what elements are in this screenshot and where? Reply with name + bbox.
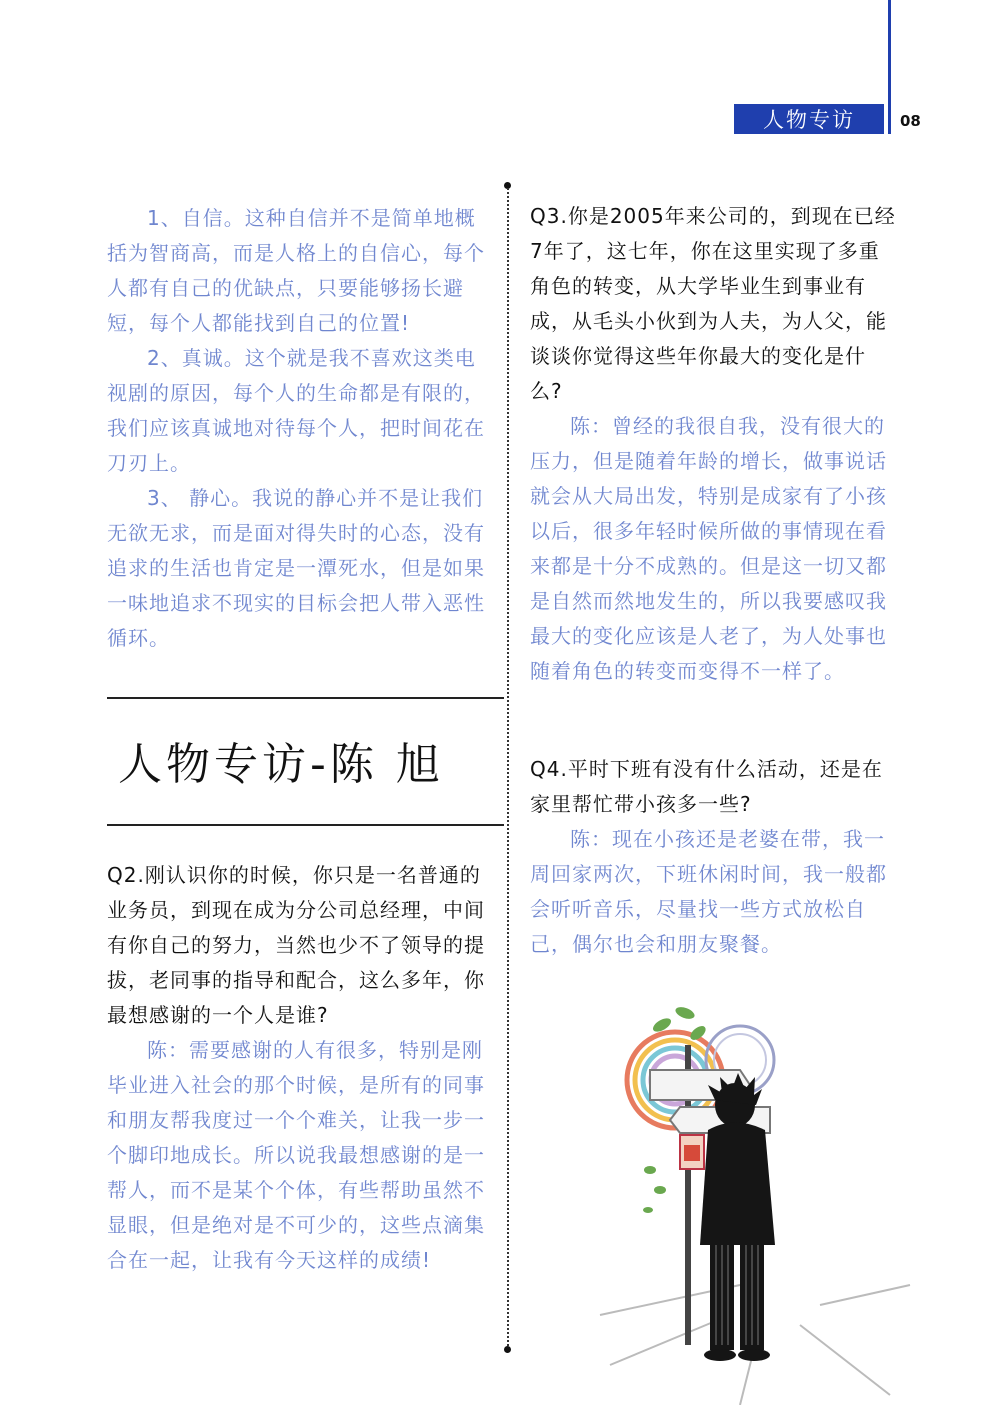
- paragraph-confidence: 1、自信。这种自信并不是简单地概括为智商高，而是人格上的自信心，每个人都有自己的优缺点，只要能够扬长避短，每个人都能找到自己的位置!: [107, 206, 485, 335]
- q2-answer: 陈：需要感谢的人有很多，特别是刚毕业进入社会的那个时候，是所有的同事和朋友帮我度过一个个难关，让我一步一个脚印地成长。所以说我最想感谢的是一帮人，而不是某个个体，有些帮助虽然不显眼，但是绝对是不可少的，这些点滴集合在一起，让我有今天这样的成绩!: [107, 1038, 485, 1272]
- q4-block: [530, 752, 896, 962]
- q2-block: [107, 858, 489, 1278]
- title-rule-bottom: [107, 824, 504, 826]
- q4-question: Q4.平时下班有没有什么活动，还是在家里帮忙带小孩多一些?: [530, 757, 883, 816]
- title-rule-top: [107, 697, 504, 699]
- q2-question: Q2.刚认识你的时候，你只是一名普通的业务员，到现在成为分公司总经理，中间有你自己的努力，当然也少不了领导的提拔，老同事的指导和配合，这么多年，你最想感谢的一个人是谁?: [107, 863, 485, 1027]
- q3-question: Q3.你是2005年来公司的，到现在已经7年了，这七年，你在这里实现了多重角色的转变，从大学毕业生到事业有成，从毛头小伙到为人夫，为人父，能谈谈你觉得这些年你最大的变化是什么?: [530, 204, 896, 403]
- q3-block: [530, 199, 896, 689]
- q3-answer: 陈：曾经的我很自我，没有很大的压力，但是随着年龄的增长，做事说话就会从大局出发，特别是成家有了小孩以后，很多年轻时候所做的事情现在看来都是十分不成熟的。但是这一切又都是自然而然地发生的，所以我要感叹我最大的变化应该是人老了，为人处事也随着角色的转变而变得不一样了。: [530, 414, 887, 683]
- man-at-crossroads-illustration: [590, 985, 920, 1405]
- page-number: 08: [900, 112, 921, 130]
- paragraph-sincerity: 2、真诚。这个就是我不喜欢这类电视剧的原因，每个人的生命都是有限的，我们应该真诚地对待每个人，把时间花在刀刃上。: [107, 346, 485, 475]
- divider-dot-bottom: [504, 1346, 511, 1353]
- left-top-column: [107, 201, 487, 656]
- q4-answer: 陈：现在小孩还是老婆在带，我一周回家两次，下班休闲时间，我一般都会听听音乐，尽量找一些方式放松自己，偶尔也会和朋友聚餐。: [530, 827, 887, 956]
- column-divider: [507, 188, 509, 1350]
- header-vertical-rule: [888, 0, 891, 134]
- page-title: 人物专访-陈 旭: [118, 739, 444, 790]
- section-tab: 人物专访: [734, 104, 884, 134]
- paragraph-calm: 3、 静心。我说的静心并不是让我们无欲无求，而是面对得失时的心态，没有追求的生活也肯定是一潭死水，但是如果一味地追求不现实的目标会把人带入恶性循环。: [107, 486, 485, 650]
